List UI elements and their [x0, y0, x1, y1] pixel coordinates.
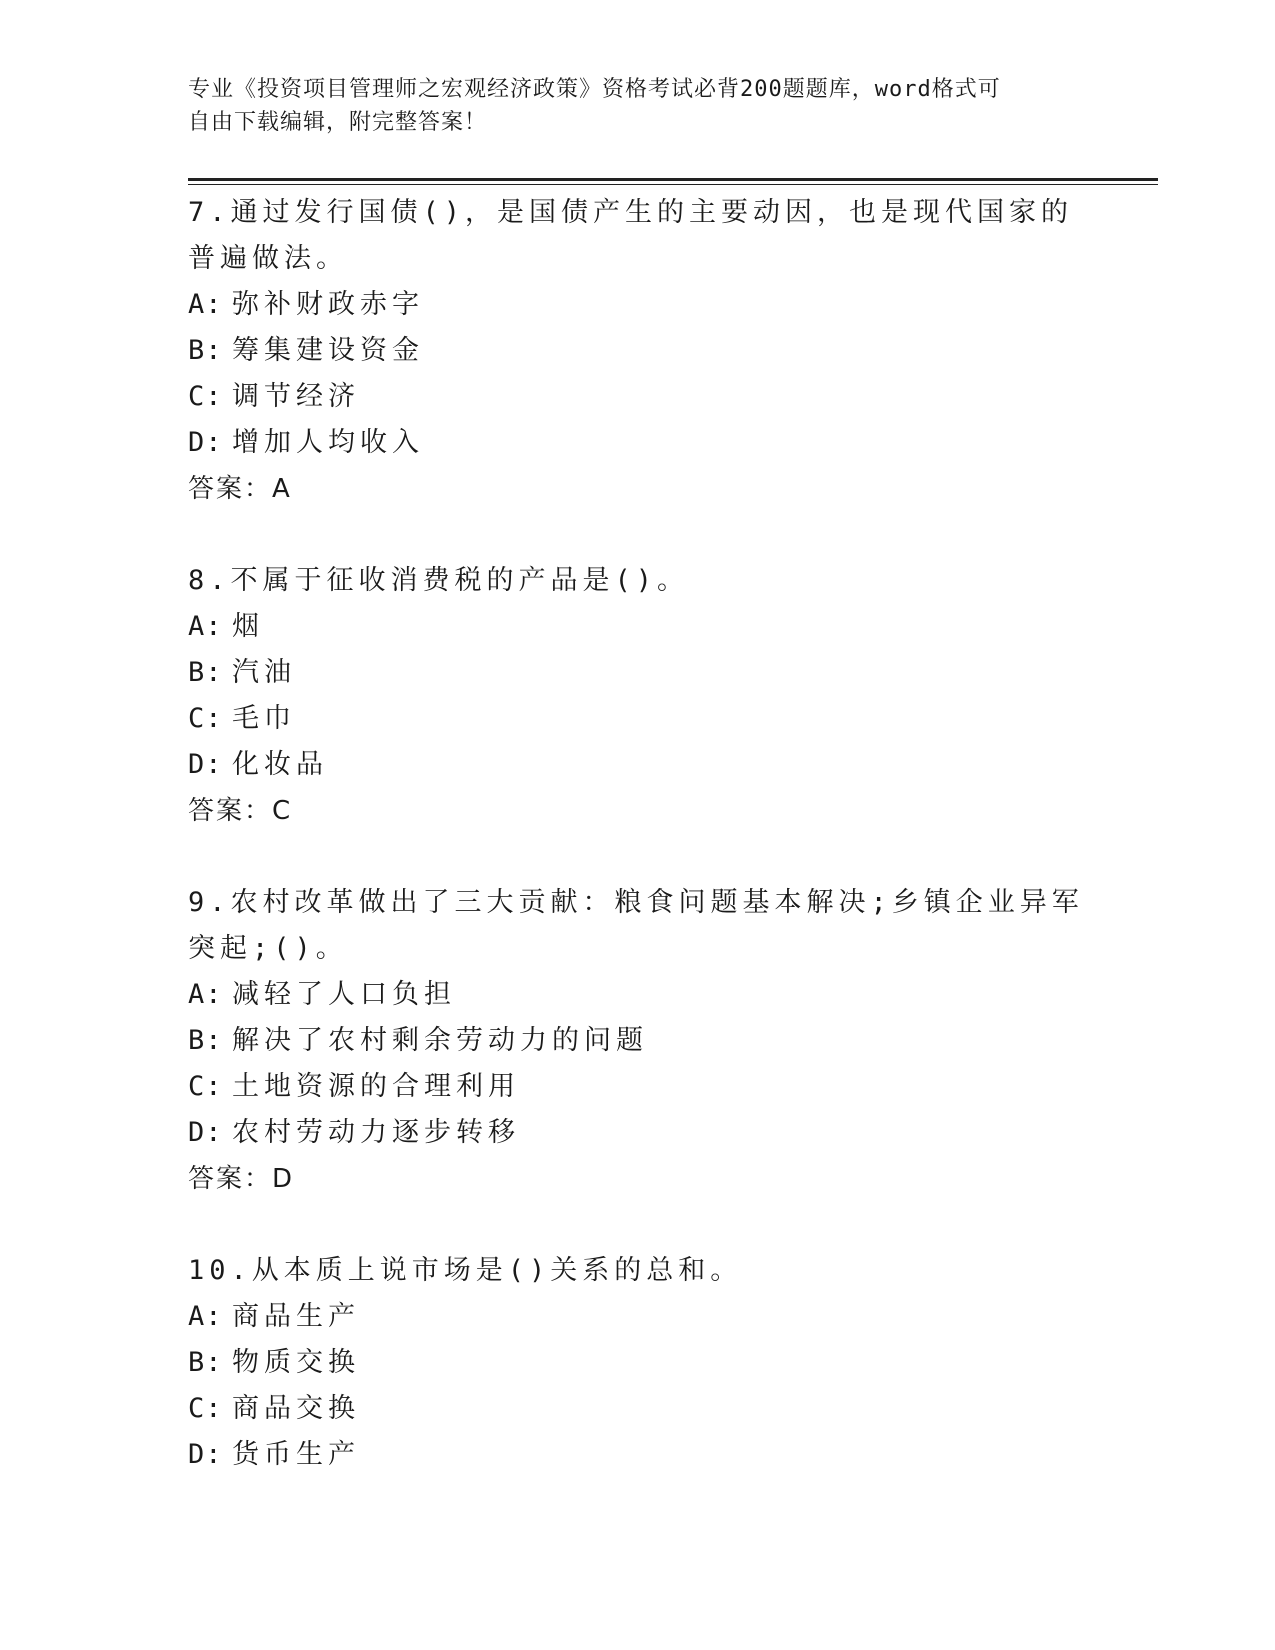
option-key: C:: [188, 381, 223, 412]
option-text: 减轻了人口负担: [232, 979, 456, 1010]
question-10: [188, 1248, 1088, 1478]
answer-line: 答案：A: [188, 474, 292, 504]
option-key: B:: [188, 1025, 223, 1056]
option-c: [188, 1386, 1088, 1432]
option-a: [188, 1294, 1088, 1340]
question-7: [188, 190, 1088, 512]
option-text: 解决了农村剩余劳动力的问题: [232, 1025, 648, 1056]
question-8: [188, 558, 1088, 834]
option-a: [188, 604, 1088, 650]
option-text: 货币生产: [232, 1439, 360, 1470]
question-list: [188, 190, 1088, 1524]
intro-line-2: 自由下载编辑，附完整答案！: [188, 110, 488, 135]
option-b: [188, 1018, 1088, 1064]
question-text: 9.农村改革做出了三大贡献：粮食问题基本解决;乡镇企业异军突起;()。: [188, 887, 1084, 964]
option-d: [188, 1110, 1088, 1156]
header-divider-thick: [188, 178, 1158, 181]
option-c: [188, 696, 1088, 742]
option-key: D:: [188, 749, 223, 780]
option-text: 调节经济: [232, 381, 360, 412]
option-key: C:: [188, 1393, 223, 1424]
option-key: A:: [188, 611, 223, 642]
option-d: [188, 420, 1088, 466]
option-b: [188, 650, 1088, 696]
option-key: D:: [188, 1117, 223, 1148]
question-text: 7.通过发行国债()，是国债产生的主要动因，也是现代国家的普遍做法。: [188, 197, 1074, 274]
option-d: [188, 1432, 1088, 1478]
option-c: [188, 1064, 1088, 1110]
question-9: [188, 880, 1088, 1202]
option-text: 烟: [232, 611, 264, 642]
question-text: 10.从本质上说市场是()关系的总和。: [188, 1255, 743, 1286]
option-text: 商品生产: [232, 1301, 360, 1332]
option-d: [188, 742, 1088, 788]
option-key: C:: [188, 1071, 223, 1102]
option-b: [188, 328, 1088, 374]
option-key: B:: [188, 1347, 223, 1378]
option-key: B:: [188, 657, 223, 688]
option-text: 筹集建设资金: [232, 335, 424, 366]
option-key: B:: [188, 335, 223, 366]
option-text: 弥补财政赤字: [232, 289, 424, 320]
option-text: 汽油: [232, 657, 296, 688]
option-text: 化妆品: [232, 749, 328, 780]
header-divider-thin: [188, 184, 1158, 185]
option-key: D:: [188, 427, 223, 458]
option-text: 增加人均收入: [232, 427, 424, 458]
document-intro: [188, 73, 1068, 139]
option-c: [188, 374, 1088, 420]
answer-line: 答案：C: [188, 796, 293, 826]
option-text: 物质交换: [232, 1347, 360, 1378]
option-text: 商品交换: [232, 1393, 360, 1424]
option-text: 农村劳动力逐步转移: [232, 1117, 520, 1148]
option-key: A:: [188, 289, 223, 320]
option-text: 毛巾: [232, 703, 296, 734]
option-a: [188, 972, 1088, 1018]
option-key: C:: [188, 703, 223, 734]
answer-line: 答案：D: [188, 1164, 295, 1194]
option-key: A:: [188, 1301, 223, 1332]
option-b: [188, 1340, 1088, 1386]
intro-line-1: 专业《投资项目管理师之宏观经济政策》资格考试必背200题题库，word格式可: [188, 77, 1001, 102]
option-a: [188, 282, 1088, 328]
question-text: 8.不属于征收消费税的产品是()。: [188, 565, 690, 596]
option-key: A:: [188, 979, 223, 1010]
option-key: D:: [188, 1439, 223, 1470]
option-text: 土地资源的合理利用: [232, 1071, 520, 1102]
